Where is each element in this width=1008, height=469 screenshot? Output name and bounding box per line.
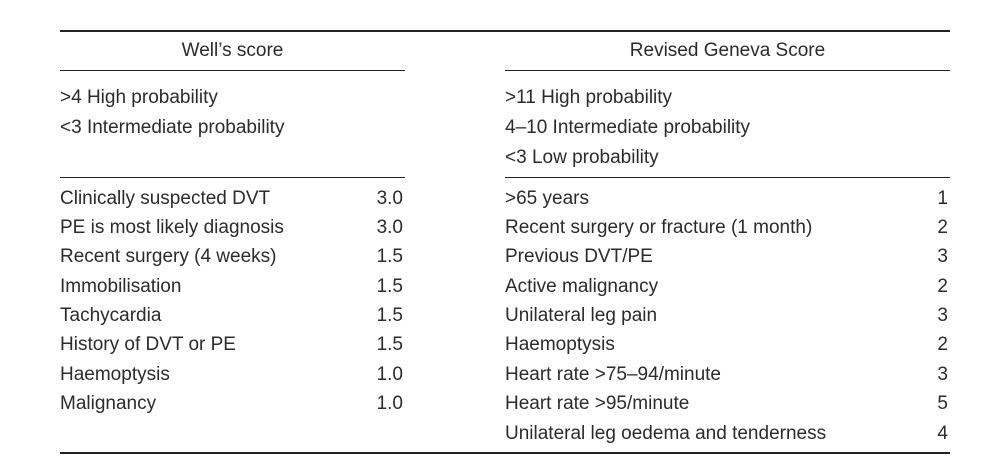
geneva-probability-low: <3 Low probability — [505, 147, 659, 168]
wells-criteria-rule — [60, 177, 405, 178]
list-item — [505, 419, 948, 448]
list-item — [505, 272, 948, 301]
criterion-score: 3 — [937, 364, 948, 385]
list-item — [505, 389, 948, 418]
criterion-label: PE is most likely diagnosis — [60, 217, 284, 238]
criterion-score: 1 — [937, 188, 948, 209]
criterion-score: 1.0 — [376, 393, 403, 414]
criterion-label: Active malignancy — [505, 276, 659, 297]
list-item — [505, 330, 948, 359]
criterion-score: 1.5 — [376, 334, 403, 355]
criterion-label: >65 years — [505, 188, 589, 209]
geneva-probabilities — [505, 83, 750, 173]
list-item — [60, 213, 405, 242]
top-rule — [60, 30, 950, 32]
criterion-score: 2 — [937, 334, 948, 355]
criterion-score: 1.0 — [376, 364, 403, 385]
list-item — [60, 389, 405, 418]
list-item — [505, 184, 948, 213]
criterion-label: Unilateral leg pain — [505, 305, 658, 326]
list-item — [60, 184, 405, 213]
wells-header: Well’s score — [181, 40, 284, 61]
criterion-label: Heart rate >95/minute — [505, 393, 690, 414]
criterion-label: History of DVT or PE — [60, 334, 236, 355]
criterion-label: Haemoptysis — [505, 334, 615, 355]
criterion-score: 1.5 — [376, 276, 403, 297]
criterion-score: 5 — [937, 393, 948, 414]
criterion-score: 3 — [937, 305, 948, 326]
criterion-label: Clinically suspected DVT — [60, 188, 271, 209]
geneva-probability-high: >11 High probability — [505, 87, 673, 108]
criterion-label: Tachycardia — [60, 305, 162, 326]
criterion-score: 1.5 — [376, 246, 403, 267]
geneva-probability-intermediate: 4–10 Intermediate probability — [505, 117, 751, 138]
wells-header-rule — [60, 70, 405, 71]
wells-probability-high: >4 High probability — [60, 87, 218, 108]
criterion-label: Recent surgery or fracture (1 month) — [505, 217, 813, 238]
criterion-label: Recent surgery (4 weeks) — [60, 246, 277, 267]
criterion-score: 2 — [937, 276, 948, 297]
criterion-label: Previous DVT/PE — [505, 246, 653, 267]
criterion-label: Immobilisation — [60, 276, 182, 297]
list-item — [505, 301, 948, 330]
list-item — [505, 360, 948, 389]
list-item — [60, 272, 405, 301]
criterion-label: Haemoptysis — [60, 364, 170, 385]
criterion-score: 3.0 — [376, 217, 403, 238]
list-item — [60, 330, 405, 359]
geneva-criteria-rule — [505, 177, 950, 178]
wells-probability-intermediate: <3 Intermediate probability — [60, 117, 285, 138]
criterion-score: 4 — [937, 423, 948, 444]
list-item — [60, 301, 405, 330]
criterion-label: Malignancy — [60, 393, 157, 414]
criterion-label: Heart rate >75–94/minute — [505, 364, 721, 385]
wells-probabilities — [60, 83, 284, 143]
geneva-header-rule — [505, 70, 950, 71]
criterion-score: 3 — [937, 246, 948, 267]
criterion-score: 3.0 — [376, 188, 403, 209]
criterion-score: 1.5 — [376, 305, 403, 326]
geneva-header: Revised Geneva Score — [629, 40, 826, 61]
list-item — [505, 213, 948, 242]
bottom-rule — [60, 452, 950, 454]
criterion-label: Unilateral leg oedema and tenderness — [505, 423, 827, 444]
list-item — [505, 242, 948, 271]
list-item — [60, 360, 405, 389]
criterion-score: 2 — [937, 217, 948, 238]
list-item — [60, 242, 405, 271]
